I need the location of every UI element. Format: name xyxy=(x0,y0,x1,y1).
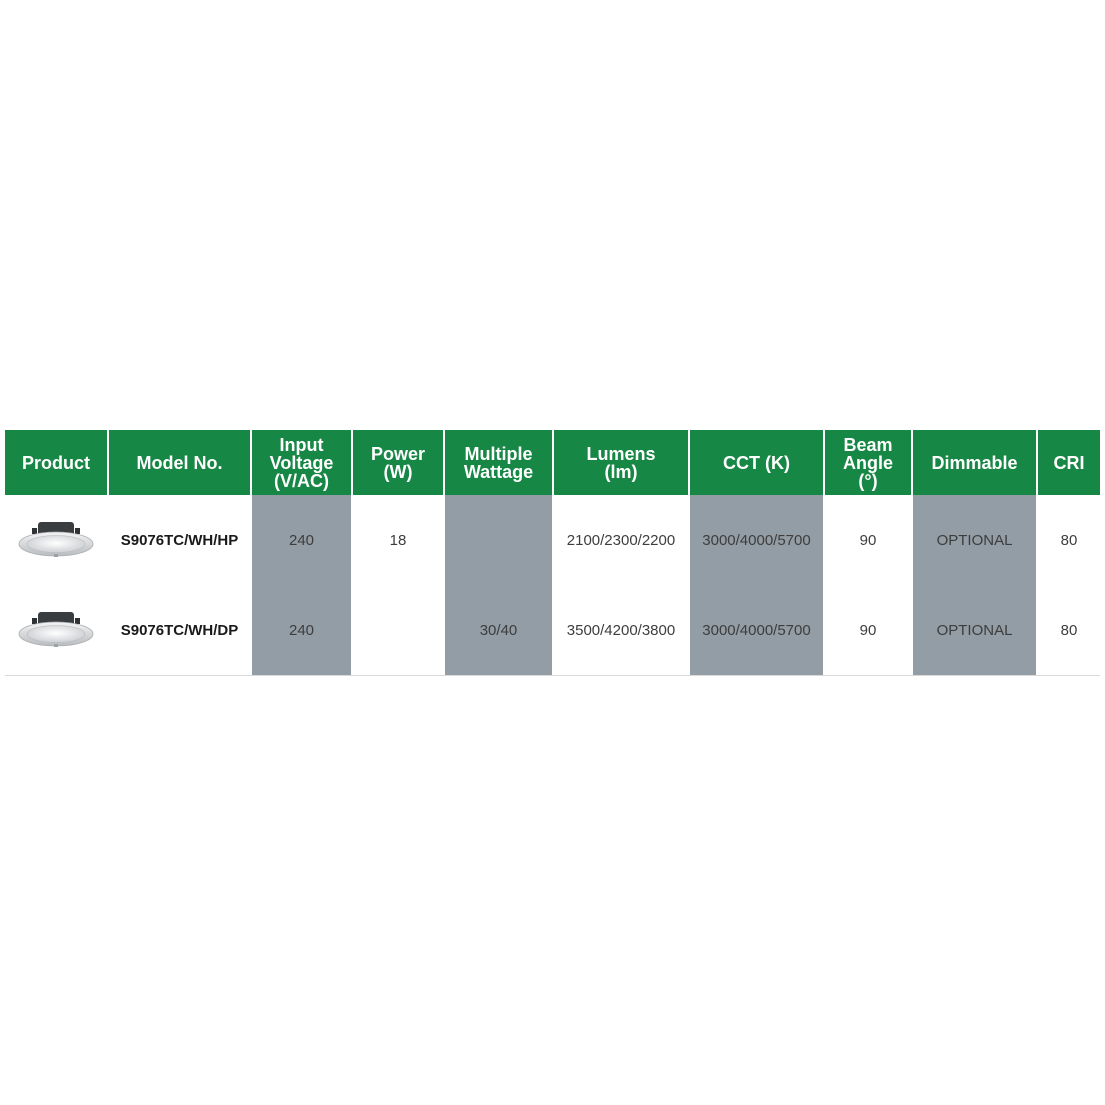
product-spec-table xyxy=(5,430,1100,676)
cri-value: 80 xyxy=(1060,531,1078,549)
multiple-wattage-value xyxy=(445,495,554,585)
downlight-product-image xyxy=(16,518,96,562)
beam-angle-value: 90 xyxy=(825,495,913,585)
downlight-product-image xyxy=(16,608,96,652)
header-multiple-wattage: Multiple Wattage xyxy=(445,430,554,495)
table-row xyxy=(5,495,1100,585)
header-cct: CCT (K) xyxy=(690,430,825,495)
lumens-value: 3500/4200/3800 xyxy=(554,585,690,675)
dimmable-value: OPTIONAL xyxy=(913,495,1038,585)
header-cri: CRI xyxy=(1038,430,1100,495)
power-value xyxy=(353,585,445,675)
header-lumens: Lumens (lm) xyxy=(554,430,690,495)
header-product: Product xyxy=(5,430,109,495)
model-number: S9076TC/WH/HP xyxy=(109,495,252,585)
cct-value: 3000/4000/5700 xyxy=(690,495,825,585)
product-image-cell xyxy=(5,585,109,675)
header-model-no: Model No. xyxy=(109,430,252,495)
header-input-voltage: Input Voltage (V/AC) xyxy=(252,430,353,495)
table-bottom-divider xyxy=(5,675,1100,676)
input-voltage-value: 240 xyxy=(252,585,353,675)
input-voltage-value: 240 xyxy=(252,495,353,585)
header-dimmable: Dimmable xyxy=(913,430,1038,495)
power-value: 18 xyxy=(353,495,445,585)
header-beam-angle: Beam Angle (°) xyxy=(825,430,913,495)
lumens-value: 2100/2300/2200 xyxy=(554,495,690,585)
cri-value: 80 xyxy=(1060,621,1078,639)
cct-value: 3000/4000/5700 xyxy=(690,585,825,675)
header-power: Power (W) xyxy=(353,430,445,495)
product-image-cell xyxy=(5,495,109,585)
model-number: S9076TC/WH/DP xyxy=(109,585,252,675)
dimmable-value: OPTIONAL xyxy=(913,585,1038,675)
table-header-row xyxy=(5,430,1100,495)
beam-angle-value: 90 xyxy=(825,585,913,675)
multiple-wattage-value: 30/40 xyxy=(445,585,554,675)
table-row xyxy=(5,585,1100,675)
